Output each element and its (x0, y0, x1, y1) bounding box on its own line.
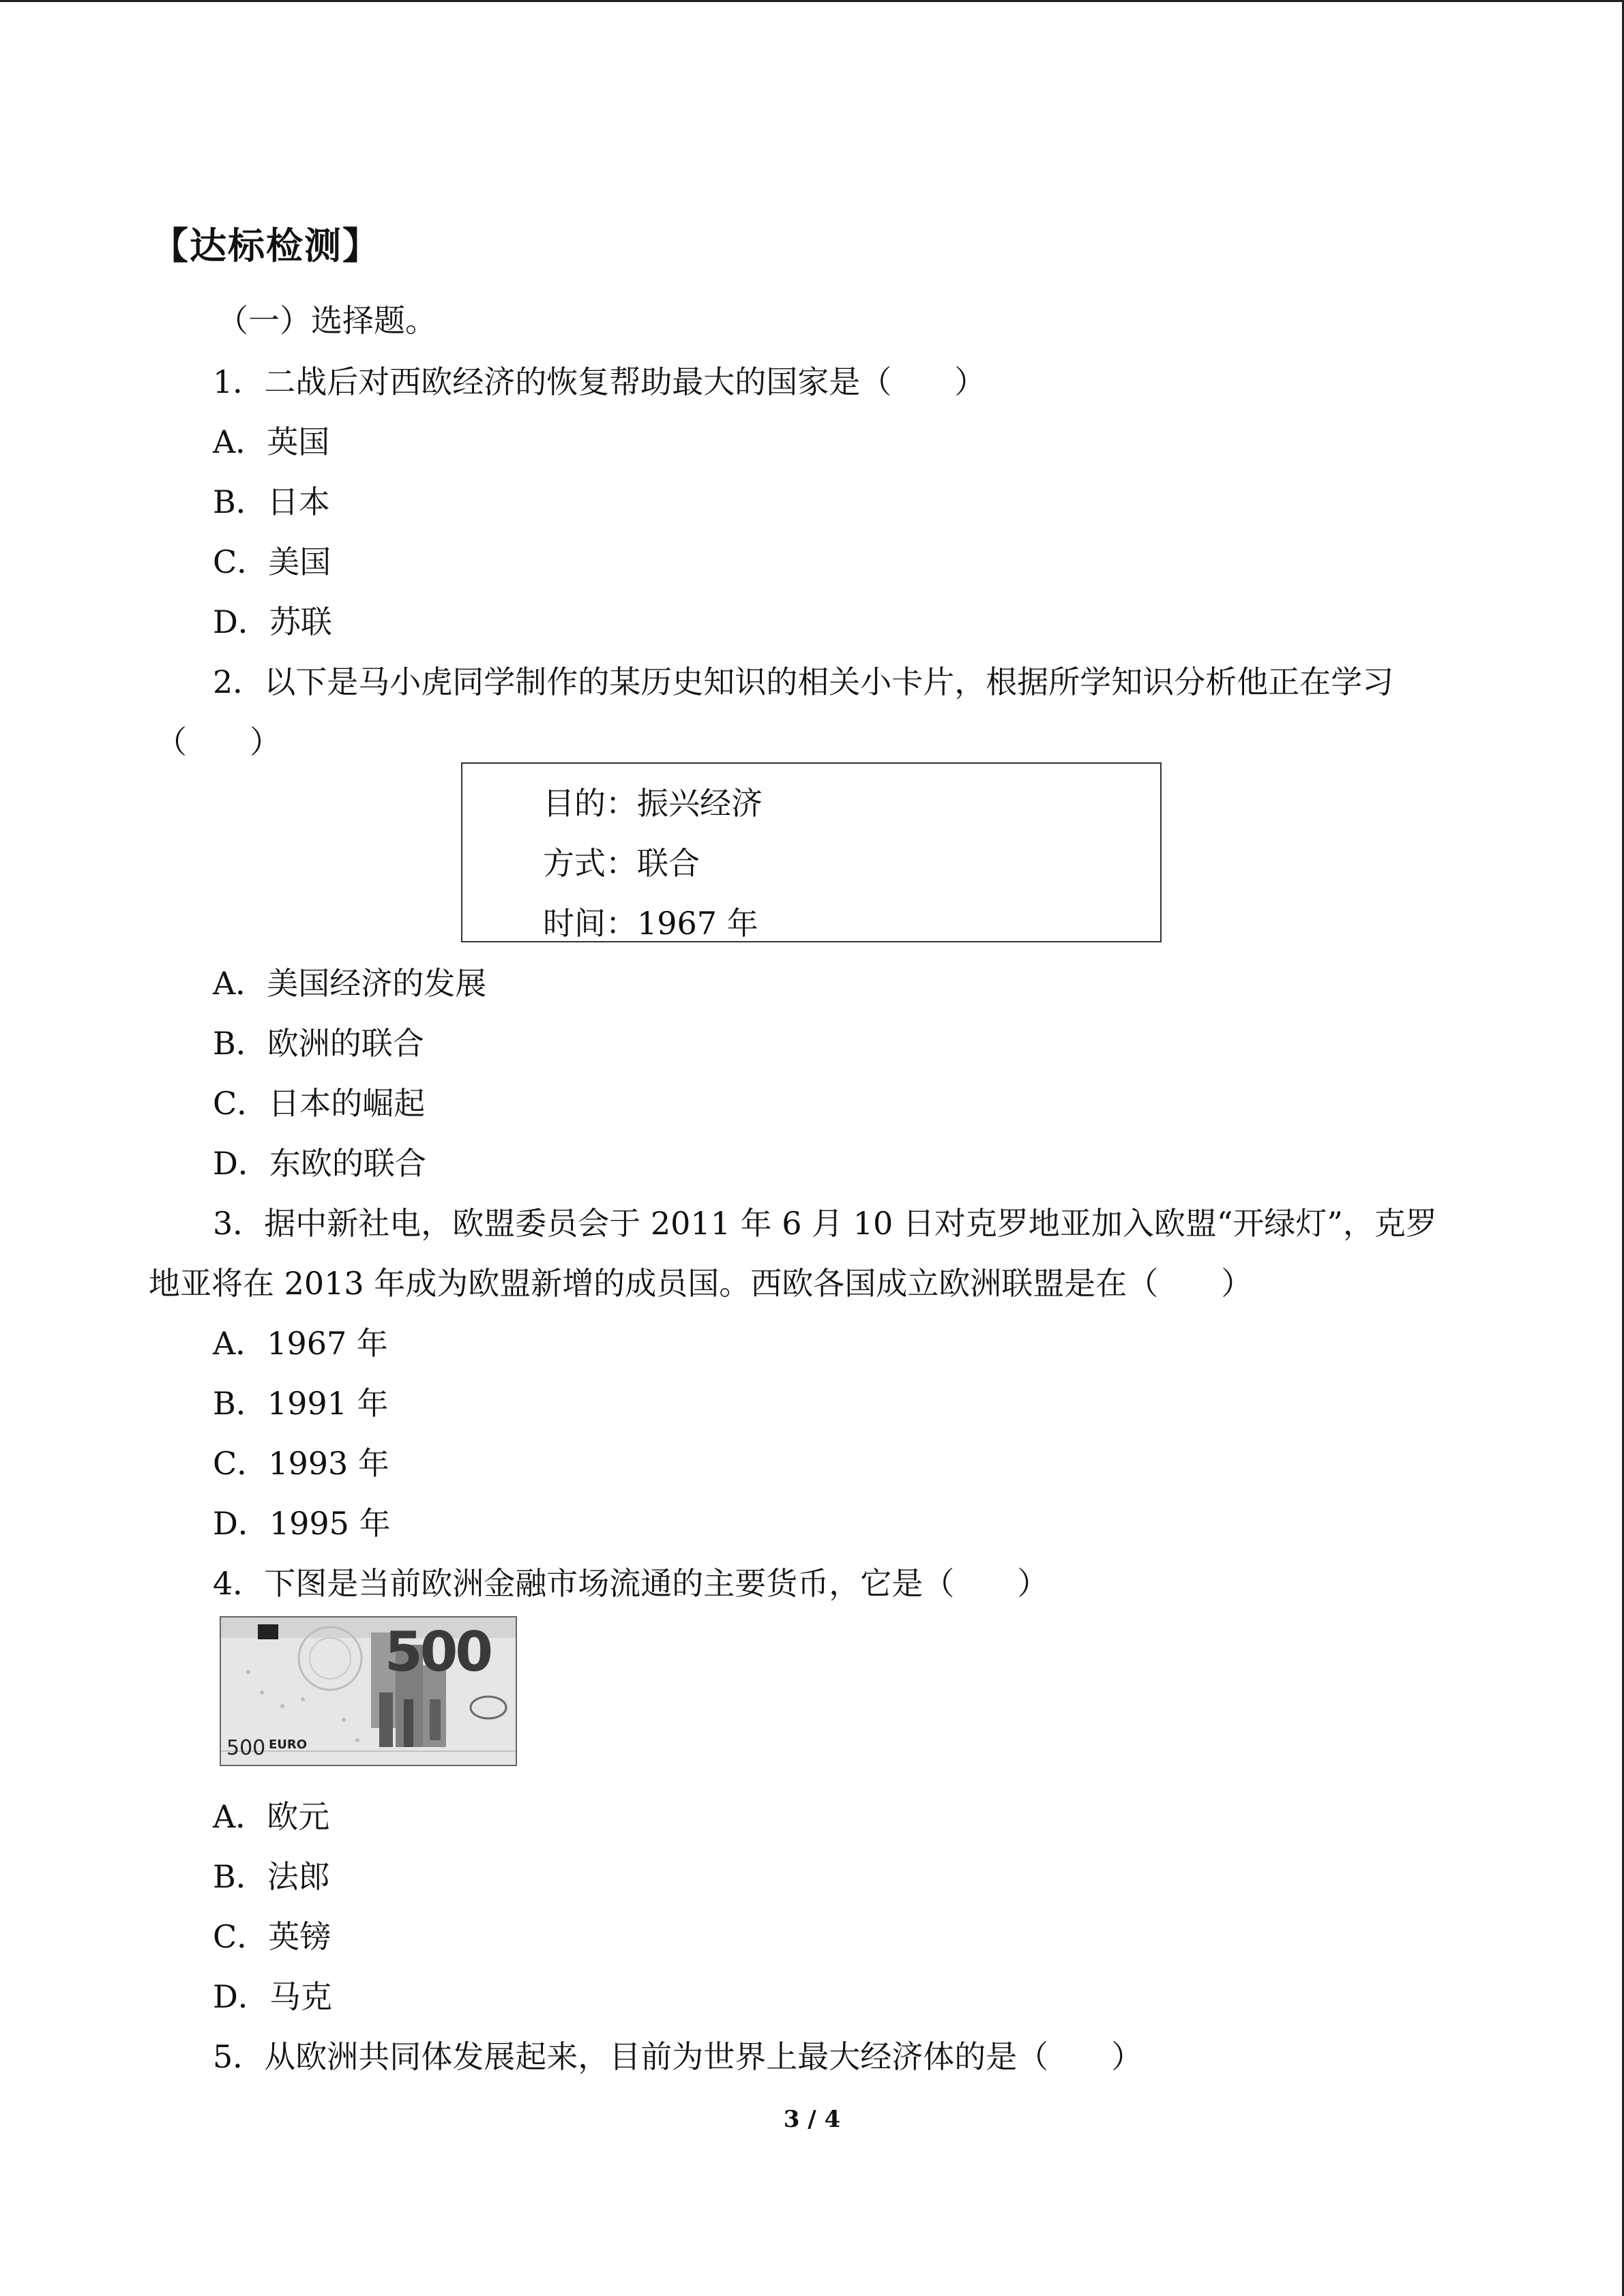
question-1-stem: 1．二战后对西欧经济的恢复帮助最大的国家是（ ） (213, 363, 986, 400)
question-4-option-a: A．欧元 (213, 1798, 330, 1835)
euro-banknote-image (220, 1616, 517, 1766)
question-4-option-d: D．马克 (213, 1978, 332, 2015)
question-5-stem: 5．从欧洲共同体发展起来，目前为世界上最大经济体的是（ ） (213, 2038, 1143, 2075)
question-1-option-b: B．日本 (213, 483, 330, 520)
question-1-option-d: D．苏联 (213, 603, 332, 640)
question-3-option-b: B．1991 年 (213, 1385, 389, 1422)
question-2-option-d: D．东欧的联合 (213, 1145, 426, 1182)
question-3-stem-line1: 3．据中新社电，欧盟委员会于 2011 年 6 月 10 日对克罗地亚加入欧盟“开绿灯”，克罗 (213, 1205, 1437, 1242)
card-time: 时间：1967 年 (543, 905, 758, 942)
card-purpose: 目的：振兴经济 (543, 785, 763, 822)
question-1-option-a: A．英国 (213, 423, 330, 460)
part-label: （一）选择题。 (217, 302, 437, 339)
banknote-currency: EURO (269, 1738, 308, 1752)
question-4-stem: 4．下图是当前欧洲金融市场流通的主要货币，它是（ ） (213, 1565, 1049, 1602)
question-3-option-c: C．1993 年 (213, 1445, 389, 1482)
question-2-option-b: B．欧洲的联合 (213, 1025, 424, 1062)
question-2-option-c: C．日本的崛起 (213, 1085, 426, 1122)
knowledge-card (461, 762, 1162, 942)
section-title: 【达标检测】 (151, 224, 381, 267)
banknote-small-value: 500 (226, 1736, 266, 1760)
question-2-stem-line2: （ ） (156, 724, 281, 760)
question-3-stem-line2: 地亚将在 2013 年成为欧盟新增的成员国。西欧各国成立欧洲联盟是在（ ） (149, 1265, 1253, 1302)
question-1-option-c: C．美国 (213, 543, 331, 580)
question-4-option-b: B．法郎 (213, 1858, 330, 1895)
page-top-border (0, 0, 1624, 2)
banknote-value: 500 (385, 1620, 490, 1684)
question-2-option-a: A．美国经济的发展 (213, 965, 487, 1002)
question-2-stem-line1: 2．以下是马小虎同学制作的某历史知识的相关小卡片，根据所学知识分析他正在学习 (213, 664, 1394, 700)
question-4-option-c: C．英镑 (213, 1918, 331, 1955)
question-3-option-a: A．1967 年 (213, 1325, 388, 1362)
card-method: 方式：联合 (543, 845, 700, 882)
question-3-option-d: D．1995 年 (213, 1505, 391, 1542)
page-number: 3 / 4 (783, 2106, 841, 2133)
